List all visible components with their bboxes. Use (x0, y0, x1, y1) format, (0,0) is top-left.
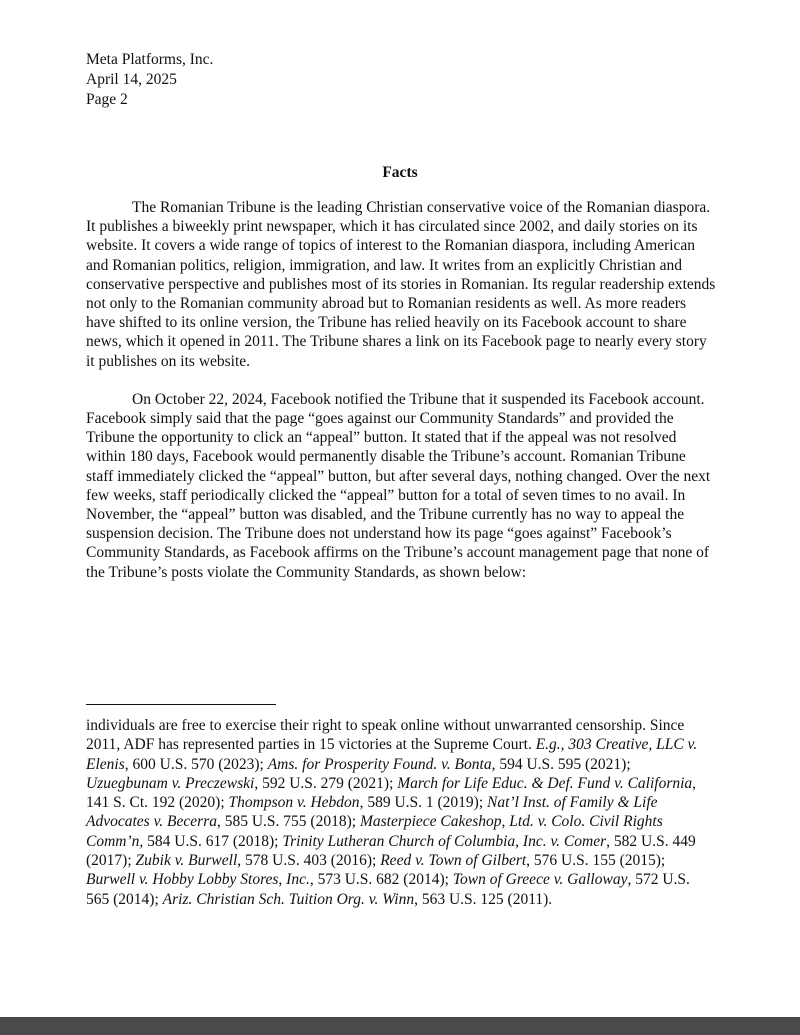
footnote-segment: , 600 U.S. 570 (2023); (124, 755, 268, 773)
page-number: Page 2 (86, 91, 128, 108)
case-citation: Uzuegbunam v. Preczewski (86, 774, 255, 792)
case-citation: Nat’l Inst. of Family & Life Advocates v. Becerra (86, 794, 658, 831)
body-text (86, 198, 716, 601)
footnote-segment: individuals are free to exercise their right to speak online without unwarranted censorship. Since 2011, ADF has represented parties in 15 victories at the Supreme Court. (86, 717, 685, 754)
case-citation: E.g. (535, 736, 561, 754)
footnote-segment: , 594 U.S. 595 (2021); (491, 755, 631, 773)
footnote-segment: , 573 U.S. 682 (2014); (309, 871, 453, 889)
letter-header (86, 50, 213, 110)
section-heading: Facts (382, 164, 418, 181)
case-citation: Reed v. Town of Gilbert (380, 852, 527, 870)
paragraph-facts-1: The Romanian Tribune is the leading Christian conservative voice of the Romanian diaspora. It publishes a biweekly print newspaper, which it has circulated since 2002, and daily stories on its website. It covers a wide range of topics of interest to the Romanian diaspora, including American and Romanian politics, religion, immigration, and law. It writes from an explicitly Christian and conservative perspective and publishes most of its stories in Romanian. Its regular readership extends not only to the Romanian community abroad but to Romanian residents as well. As more readers have shifted to its online version, the Tribune has relied heavily on its Facebook account to share news, which it opened in 2011. The Tribune shares a link on its Facebook page to nearly every story it publishes on its website. (86, 199, 716, 370)
case-citation: Trinity Lutheran Church of Columbia, Inc. v. Comer (282, 832, 607, 850)
case-citation: March for Life Educ. & Def. Fund v. California (397, 774, 693, 792)
case-citation: 303 Creative, LLC v. Elenis (86, 736, 698, 773)
footnote-segment: , 576 U.S. 155 (2015); (526, 852, 666, 870)
case-citation: Masterpiece Cakeshop, Ltd. v. Colo. Civil Rights Comm’n (86, 813, 663, 850)
footnote-segment: , (560, 736, 569, 754)
paragraph-facts-2: On October 22, 2024, Facebook notified the Tribune that it suspended its Facebook account. Facebook simply said that the page “goes against our Community Standards” and provided the Tribune the opportunity to click an “appeal” button. It stated that if the appeal was not resolved within 180 days, Facebook would permanently disable the Tribune’s account. Romanian Tribune staff immediately clicked the “appeal” button, but after several days, nothing changed. Over the next few weeks, staff periodically clicked the “appeal” button for a total of seven times to no avail. In November, the “appeal” button was disabled, and the Tribune currently has no way to appeal the suspension decision. The Tribune does not understand how its page “goes against” Facebook’s Community Standards, as Facebook affirms on the Tribune’s account management page that none of the Tribune’s posts violate the Community Standards, as shown below: (86, 390, 711, 581)
footnote-segment: , 578 U.S. 403 (2016); (237, 852, 381, 870)
case-citation: Ariz. Christian Sch. Tuition Org. v. Winn (162, 890, 415, 908)
case-citation: Burwell v. Hobby Lobby Stores, Inc. (86, 871, 310, 889)
footer-bar (0, 1017, 800, 1035)
footnote-segment: , 141 S. Ct. 192 (2020); (86, 774, 697, 812)
case-citation: Town of Greece v. Galloway (452, 871, 628, 889)
footnote-segment: , 585 U.S. 755 (2018); (216, 813, 360, 831)
case-citation: Zubik v. Burwell (135, 852, 238, 870)
footnote (86, 716, 716, 909)
footnote-segment: , 592 U.S. 279 (2021); (254, 774, 398, 792)
footnote-segment: , 563 U.S. 125 (2011). (414, 890, 553, 908)
footnote-segment: , 582 U.S. 449 (2017); (86, 832, 696, 870)
letter-date: April 14, 2025 (86, 71, 177, 88)
footnote-segment: , 572 U.S. 565 (2014); (86, 871, 690, 908)
case-citation: Ams. for Prosperity Found. v. Bonta (267, 755, 492, 773)
footnote-divider (86, 704, 276, 705)
footnote-segment: , 584 U.S. 617 (2018); (139, 832, 283, 850)
footnote-segment: , 589 U.S. 1 (2019); (359, 794, 488, 812)
footnote-text (86, 716, 716, 909)
case-citation: Thompson v. Hebdon (228, 794, 360, 812)
recipient-company: Meta Platforms, Inc. (86, 51, 214, 68)
